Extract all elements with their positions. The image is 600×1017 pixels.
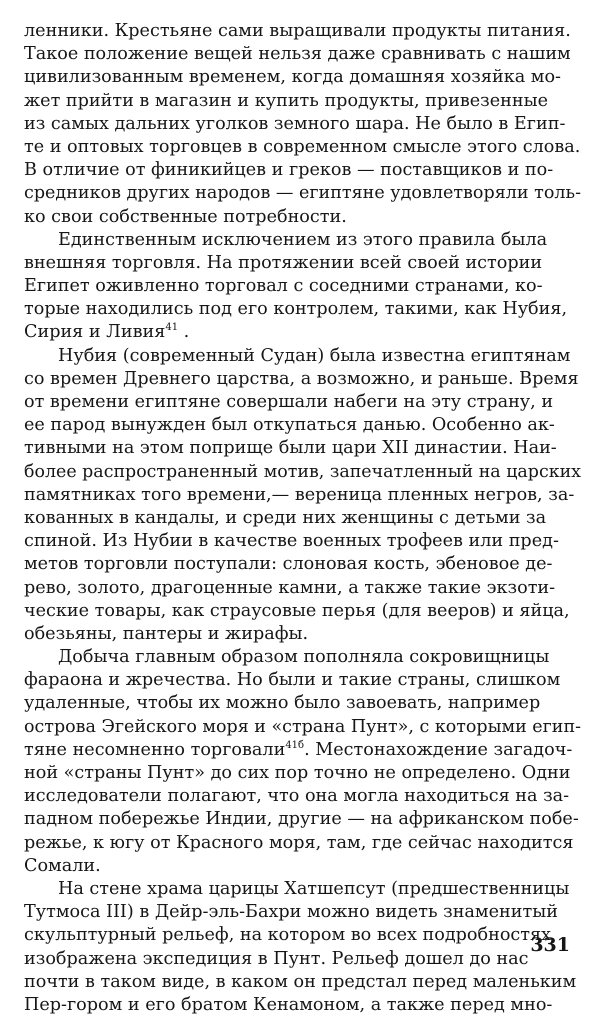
line-text: средников других народов — египтяне удовлетворяли толь- [24, 183, 581, 204]
text-line [24, 461, 581, 484]
text-line [24, 90, 581, 113]
text-line [24, 808, 581, 831]
text-line [24, 321, 581, 344]
line-text: обезьяны, пантеры и жирафы. [24, 623, 309, 644]
line-text: На стене храма царицы Хатшепсут (предшественницы [58, 878, 570, 899]
line-text: тивными на этом поприще были цари XII династии. Наи- [24, 438, 557, 459]
text-line [24, 437, 581, 460]
text-line [24, 206, 581, 229]
line-text: спиной. Из Нубии в качестве военных трофеев или пред- [24, 531, 559, 552]
line-text: тяне несомненно торговали [24, 739, 286, 760]
line-text: торые находились под его контролем, такими, как Нубия, [24, 299, 568, 320]
line-text: ко свои собственные потребности. [24, 206, 347, 227]
line-text: Пер-гором и его братом Кенамоном, а также перед мно- [24, 994, 553, 1015]
line-text: Тутмоса III) в Дейр-эль-Бахри можно видеть знаменитый [24, 902, 558, 923]
line-text: ленники. Крестьяне сами выращивали продукты питания. [24, 21, 571, 41]
text-line [24, 971, 581, 994]
line-text: Добыча главным образом пополняла сокровищницы [58, 647, 550, 668]
line-text: режье, к югу от Красного моря, там, где сейчас находится [24, 832, 574, 853]
text-line [24, 762, 581, 785]
text-line [24, 298, 581, 321]
text-line [24, 577, 581, 600]
text-line [24, 669, 581, 692]
text-line [24, 414, 581, 437]
line-text: скульптурный рельеф, на котором во всех подробностях [24, 925, 552, 946]
line-text: исследователи полагают, что она могла находиться на за- [24, 786, 570, 807]
line-text: Сирия и Ливия [24, 322, 166, 343]
text-line [24, 716, 581, 739]
line-text-tail: . [178, 322, 190, 343]
text-line [24, 994, 581, 1017]
text-line [24, 855, 581, 878]
text-line [24, 252, 581, 275]
text-line [24, 739, 581, 762]
line-text-tail: . Местонахождение загадоч- [304, 739, 573, 760]
text-line [24, 20, 581, 43]
footnote-ref: 41 [165, 322, 179, 334]
line-text: со времен Древнего царства, а возможно, и раньше. Время [24, 368, 579, 389]
text-line [24, 924, 581, 947]
footnote-ref: 41б [285, 739, 305, 751]
line-text: внешняя торговля. На протяжении всей своей истории [24, 252, 543, 273]
line-text: почти в таком виде, в каком он предстал перед маленьким [24, 971, 577, 992]
line-text: цивилизованным временем, когда домашняя хозяйка мо- [24, 67, 562, 88]
text-line [24, 901, 581, 924]
line-text: ческие товары, как страусовые перья (для вееров) и яйца, [24, 600, 570, 621]
line-text: Египет оживленно торговал с соседними странами, ко- [24, 276, 543, 297]
body-text [24, 20, 581, 1017]
line-text: те и оптовых торговцев в современном смысле этого слова. [24, 136, 581, 157]
line-text: Сомали. [24, 855, 101, 876]
text-line [24, 345, 581, 368]
page-number: 331 [530, 934, 570, 956]
line-text: острова Эгейского моря и «страна Пунт», с которыми егип- [24, 716, 581, 737]
text-line [24, 530, 581, 553]
line-text: от времени египтяне совершали набеги на эту страну, и [24, 392, 554, 412]
line-text: ее парод вынужден был откупаться данью. Особенно ак- [24, 415, 555, 436]
line-text: фараона и жречества. Но были и такие страны, слишком [24, 670, 561, 691]
text-line [24, 646, 581, 669]
line-text: кованных в кандалы, и среди них женщины с детьми за [24, 507, 547, 528]
text-line [24, 113, 581, 136]
text-line [24, 600, 581, 623]
text-line [24, 229, 581, 252]
line-text: из самых дальних уголков земного шара. Не было в Егип- [24, 113, 566, 134]
line-text: падном побережье Индии, другие — на африканском побе- [24, 809, 579, 830]
line-text: памятниках того времени,— вереница пленных негров, за- [24, 484, 575, 505]
text-line [24, 785, 581, 808]
line-text: жет прийти в магазин и купить продукты, привезенные [24, 90, 549, 111]
text-line [24, 623, 581, 646]
text-line [24, 553, 581, 576]
text-line [24, 692, 581, 715]
text-line [24, 878, 581, 901]
text-line [24, 484, 581, 507]
text-line [24, 136, 581, 159]
line-text: Такое положение вещей нельзя даже сравнивать с нашим [24, 44, 571, 65]
text-line [24, 66, 581, 89]
line-text: метов торговли поступали: слоновая кость, эбеновое де- [24, 554, 553, 575]
text-line [24, 182, 581, 205]
text-line [24, 159, 581, 182]
text-line [24, 391, 581, 414]
text-line [24, 43, 581, 66]
line-text: удаленные, чтобы их можно было завоевать, например [24, 693, 541, 714]
line-text: рево, золото, драгоценные камни, а также такие экзоти- [24, 577, 556, 598]
text-line [24, 948, 581, 971]
line-text: более распространенный мотив, запечатленный на царских [24, 461, 581, 482]
text-line [24, 832, 581, 855]
text-line [24, 368, 581, 391]
line-text: Нубия (современный Судан) была известна египтянам [58, 345, 571, 366]
text-line [24, 275, 581, 298]
text-line [24, 507, 581, 530]
line-text: Единственным исключением из этого правила была [58, 229, 548, 250]
line-text: В отличие от финикийцев и греков — поставщиков и по- [24, 160, 554, 181]
line-text: изображена экспедиция в Пунт. Рельеф дошел до нас [24, 948, 529, 969]
line-text: ной «страны Пунт» до сих пор точно не определено. Одни [24, 763, 571, 783]
